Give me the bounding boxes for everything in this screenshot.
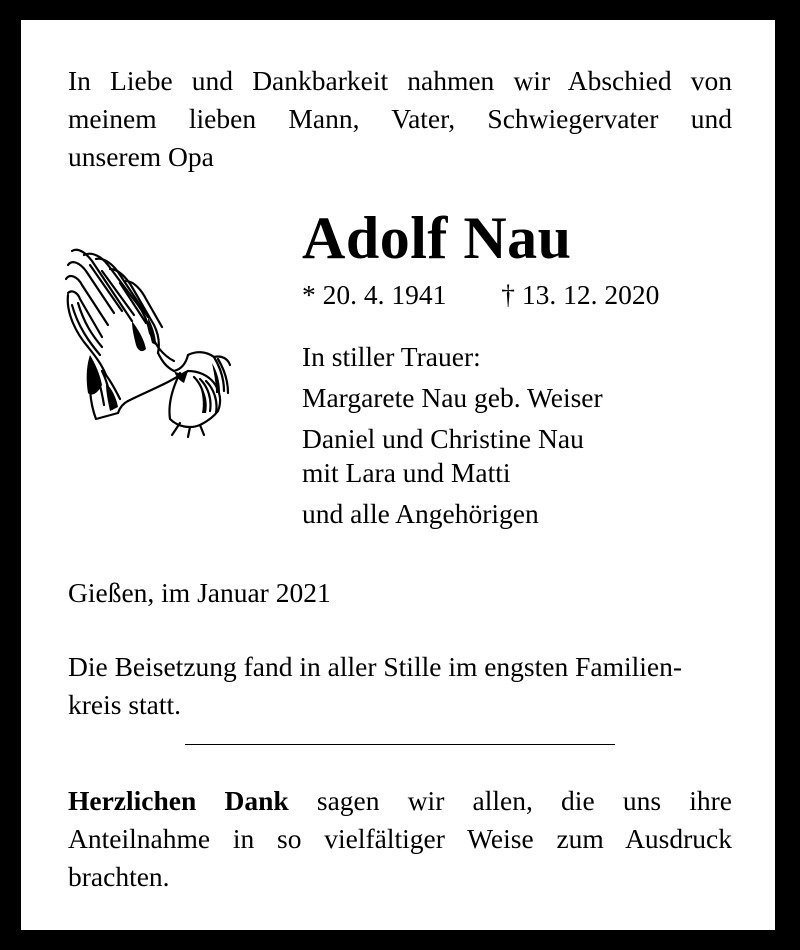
mourner-line-1: Margarete Nau geb. Weiser (302, 382, 603, 413)
burial-line-1: Die Beisetzung fand in aller Stille im engsten Familien- (68, 651, 683, 682)
divider (185, 744, 615, 745)
thanks-line-1 (68, 782, 732, 820)
burial-notice (68, 648, 732, 724)
death-date: † 13. 12. 2020 (501, 279, 660, 310)
intro-text (68, 62, 732, 176)
thanks-block (68, 782, 732, 896)
intro-line-2: meinem lieben Mann, Vater, Schwiegervater und (68, 103, 732, 134)
praying-hands-icon (62, 243, 234, 439)
mourner-line-2: Daniel und Christine Nau (302, 423, 584, 454)
deceased-name: Adolf Nau (302, 205, 572, 271)
life-dates (302, 278, 659, 312)
thanks-heading: Herzlichen Dank (68, 785, 289, 816)
intro-line-1: In Liebe und Dankbarkeit nahmen wir Abschied von (68, 65, 732, 96)
burial-line-2: kreis statt. (68, 689, 182, 720)
mourners-block (302, 340, 603, 531)
mourners-heading: In stiller Trauer: (302, 341, 481, 372)
thanks-line-3: brachten. (68, 861, 170, 892)
place-date: Gießen, im Januar 2021 (68, 577, 331, 608)
mourner-line-4: und alle Angehörigen (302, 498, 539, 529)
intro-line-3: unserem Opa (68, 141, 214, 172)
birth-date: * 20. 4. 1941 (302, 279, 447, 310)
mourner-line-3: mit Lara und Matti (302, 457, 511, 488)
thanks-line-2: Anteilnahme in so vielfältiger Weise zum Ausdruck (68, 823, 732, 854)
thanks-line-1-text: sagen wir allen, die uns ihre (288, 785, 732, 816)
